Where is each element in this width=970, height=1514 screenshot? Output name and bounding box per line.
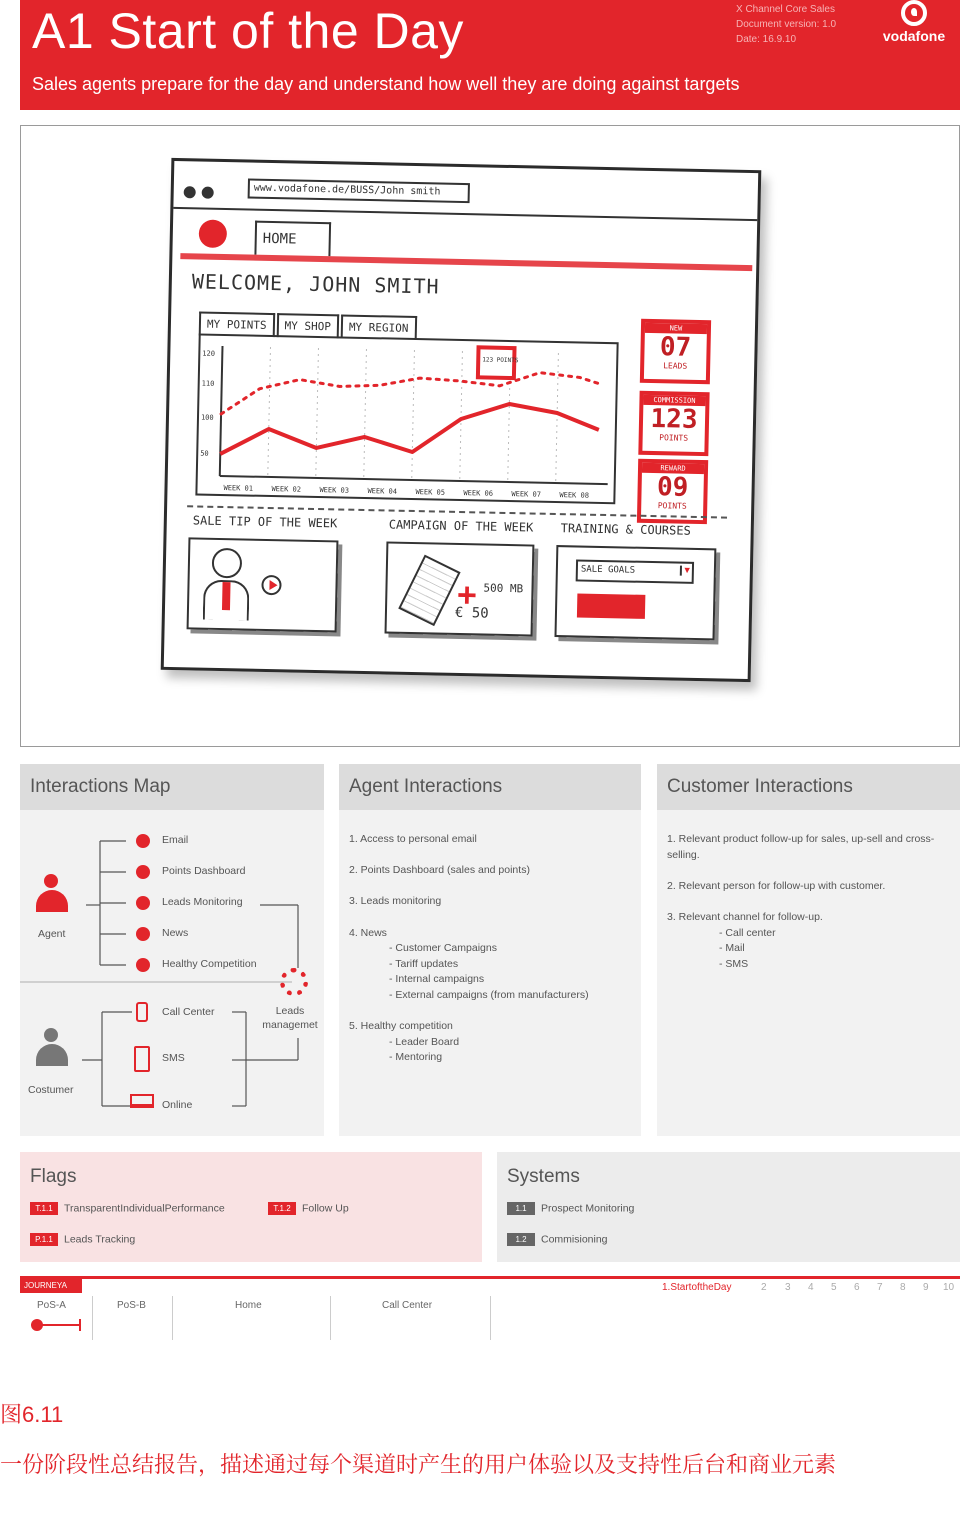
system-item [507,1202,634,1215]
list-item [667,832,950,863]
agent-interactions-panel [339,764,641,1136]
agent-item-healthy-competition: Healthy Competition [162,958,257,970]
sketch-frame [20,125,960,747]
document-meta [736,2,836,47]
list-subitem: - Mail [719,942,745,955]
dashboard-sketch [161,158,762,682]
customer-item-sms: SMS [162,1052,185,1064]
customer-interactions-panel [657,764,960,1136]
list-item-text: 3. Leads monitoring [349,895,442,908]
meta-version: Document version: 1.0 [736,19,837,30]
journey-divider [92,1296,93,1340]
sketch-line-chart [195,333,618,504]
sketch-x-tick: WEEK 03 [319,486,350,495]
customer-label: Costumer [28,1084,74,1096]
logo-text: vodafone [882,28,946,44]
sketch-section-training: TRAINING & COURSES [560,521,691,538]
kpi-label: POINTS [657,501,687,511]
journey-stage-number: 6 [854,1282,860,1293]
journey-divider [490,1296,491,1340]
vodafone-logo [876,0,952,44]
sketch-tab-my-shop: MY SHOP [276,313,339,338]
agent-item-points-dashboard: Points Dashboard [162,865,246,877]
system-code: 1.1 [507,1202,535,1215]
sketch-campaign-box [385,541,535,636]
sketch-tab-my-region: MY REGION [341,314,417,340]
list-subitem: - Call center [719,926,776,939]
list-subitem: - External campaigns (from manufacturers) [389,988,589,1001]
flags-panel [20,1152,482,1262]
sketch-y-tick: 110 [201,379,215,388]
sketch-x-tick: WEEK 08 [559,491,590,500]
meta-channel: X Channel Core Sales [736,4,835,15]
flags-title: Flags [30,1166,77,1187]
sketch-y-tick: 50 [200,449,209,458]
list-item [667,910,950,972]
flag-label: Leads Tracking [64,1233,136,1246]
list-item-text: 2. Points Dashboard (sales and points) [349,864,530,877]
sketch-training-select: SALE GOALS ▼ [576,559,694,583]
phone-icon [136,1002,148,1022]
agent-interactions-title: Agent Interactions [339,764,641,810]
list-subitem: - Tariff updates [389,957,459,970]
journey-step-home: Home [235,1300,262,1311]
flag-item [268,1202,349,1215]
sketch-callout-text: 123 POINTS [482,356,519,365]
journey-current-stage: 1.StartoftheDay [662,1282,732,1293]
sketch-x-tick: WEEK 06 [463,489,494,498]
flag-code: T.1.2 [268,1202,296,1215]
leads-management-label: Leads managemet [262,1005,318,1031]
system-code: 1.2 [507,1233,535,1246]
points-dot-icon [136,865,150,879]
journey-step-pos-a: PoS-A [37,1300,66,1311]
list-item [349,894,631,910]
presenter-head-icon [212,548,243,579]
forward-icon [202,187,214,199]
sketch-chart-svg [197,336,620,507]
list-item [349,926,631,1004]
sketch-y-axis [220,346,223,476]
sketch-welcome: WELCOME, JOHN SMITH [191,269,440,299]
systems-panel [497,1152,960,1262]
agent-item-news: News [162,927,189,939]
kpi-caption: REWARD [642,463,704,474]
journey-stage-number: 2 [761,1282,767,1293]
list-item-text: 4. News [349,926,387,939]
sketch-x-tick: WEEK 02 [271,485,302,494]
flag-label: TransparentIndividualPerformance [64,1202,225,1215]
list-item [349,863,631,879]
customer-avatar-icon [32,1026,72,1070]
smartphone-icon [398,555,460,626]
meta-date: Date: 16.9.10 [736,34,797,45]
figure-caption: 一份阶段性总结报告，描述通过每个渠道时产生的用户体验以及支持性后台和商业元素 [0,1452,837,1477]
journey-stage-number: 8 [900,1282,906,1293]
customer-interactions-list [657,810,960,972]
page-subtitle: Sales agents prepare for the day and understand how well they are doing against targets [32,74,740,94]
kpi-value: 123 [650,403,698,435]
journey-divider [172,1296,173,1340]
interactions-map-panel [20,764,324,1136]
list-subitem: - Mentoring [389,1051,443,1064]
sketch-home-tab: HOME [254,221,331,257]
kpi-commission-points [638,391,709,456]
sketch-x-tick: WEEK 07 [511,490,542,499]
customer-interactions-title: Customer Interactions [657,764,960,810]
agent-item-leads-monitoring: Leads Monitoring [162,896,243,908]
header-banner [20,0,960,110]
figure-number: 图6.11 [0,1402,64,1427]
kpi-value: 07 [659,332,692,363]
sketch-y-tick: 120 [202,349,216,358]
systems-title: Systems [507,1166,580,1187]
sketch-training-button [577,593,645,618]
sketch-actual-line [220,398,599,462]
plus-icon: + [456,574,478,614]
journey-stage-number: 4 [808,1282,814,1293]
kpi-label: LEADS [663,361,688,371]
list-subitem: - Leader Board [389,1035,460,1048]
video-play-icon [261,575,281,595]
kpi-caption: COMMISSION [643,395,705,406]
list-item-text: 3. Relevant channel for follow-up. [667,910,823,923]
sketch-tab-my-points: MY POINTS [199,311,275,337]
mobile-icon [134,1046,150,1072]
email-dot-icon [136,834,150,848]
list-item-text: 1. Relevant product follow-up for sales, up-sell and cross-selling. [667,833,935,861]
journey-position-marker [30,1318,84,1332]
kpi-label: POINTS [659,433,689,443]
journey-divider [330,1296,331,1340]
leads-dot-icon [136,896,150,910]
agent-item-email: Email [162,834,189,846]
flag-label: Follow Up [302,1202,349,1215]
journey-stage-number: 3 [785,1282,791,1293]
browser-controls [184,183,220,203]
customer-item-online: Online [162,1099,193,1111]
sketch-x-tick: WEEK 05 [415,488,446,497]
sketch-x-axis [220,476,608,484]
agent-label: Agent [38,928,66,940]
kpi-caption: NEW [645,323,707,334]
competition-dot-icon [136,958,150,972]
flag-item [30,1202,225,1215]
sketch-training-box [554,545,716,640]
interactions-map-title: Interactions Map [20,764,324,810]
campaign-price: € 50 [454,604,489,622]
kpi-value: 09 [656,472,689,503]
flag-code: T.1.1 [30,1202,58,1215]
vodafone-speechmark-icon [901,0,927,26]
interactions-map-lines [20,764,324,1136]
list-subitem: - SMS [719,957,749,970]
list-item [349,832,631,848]
campaign-data-size: 500 MB [483,581,524,596]
list-item-text: 5. Healthy competition [349,1020,453,1033]
sketch-url-bar: www.vodafone.de/BUSS/John smith [248,178,470,203]
system-label: Commisioning [541,1233,608,1246]
journey-stage-number: 10 [943,1282,955,1293]
sketch-y-tick: 100 [200,413,214,422]
list-subitem: - Internal campaigns [389,973,485,986]
journey-line [20,1276,960,1279]
list-item-text: 1. Access to personal email [349,833,477,845]
journey-tag: JOURNEYA [20,1279,82,1293]
journey-stage-number: 9 [923,1282,929,1293]
kpi-new-leads [640,319,711,384]
system-label: Prospect Monitoring [541,1202,635,1215]
agent-avatar-icon [32,872,72,916]
news-dot-icon [136,927,150,941]
system-item [507,1233,608,1246]
sketch-section-campaign: CAMPAIGN OF THE WEEK [388,517,534,535]
journey-step-pos-b: PoS-B [117,1300,146,1311]
journey-stage-number: 5 [831,1282,837,1293]
list-item [349,1019,631,1066]
list-item-text: 2. Relevant person for follow-up with customer. [667,879,886,892]
list-item [667,879,950,895]
browser-divider [173,207,757,221]
sketch-x-tick: WEEK 01 [223,484,254,493]
journey-step-call-center: Call Center [382,1300,433,1311]
list-subitem: - Customer Campaigns [389,942,497,955]
page-title: A1 Start of the Day [32,3,464,59]
presenter-tie-icon [222,582,231,610]
sketch-sale-tip-box [187,537,339,632]
sketch-red-rule [180,253,752,271]
sketch-logo-icon [199,219,228,248]
laptop-icon [130,1094,154,1108]
customer-item-call-center: Call Center [162,1006,215,1018]
journey-stage-number: 7 [877,1282,883,1293]
gear-icon [280,968,308,996]
sketch-section-sale-tip: SALE TIP OF THE WEEK [192,513,338,531]
flag-code: P.1.1 [30,1233,58,1246]
back-icon [184,186,196,198]
sketch-target-line [221,366,600,422]
agent-interactions-list [339,810,641,1066]
sketch-x-tick: WEEK 04 [367,487,398,496]
flag-item [30,1233,135,1246]
